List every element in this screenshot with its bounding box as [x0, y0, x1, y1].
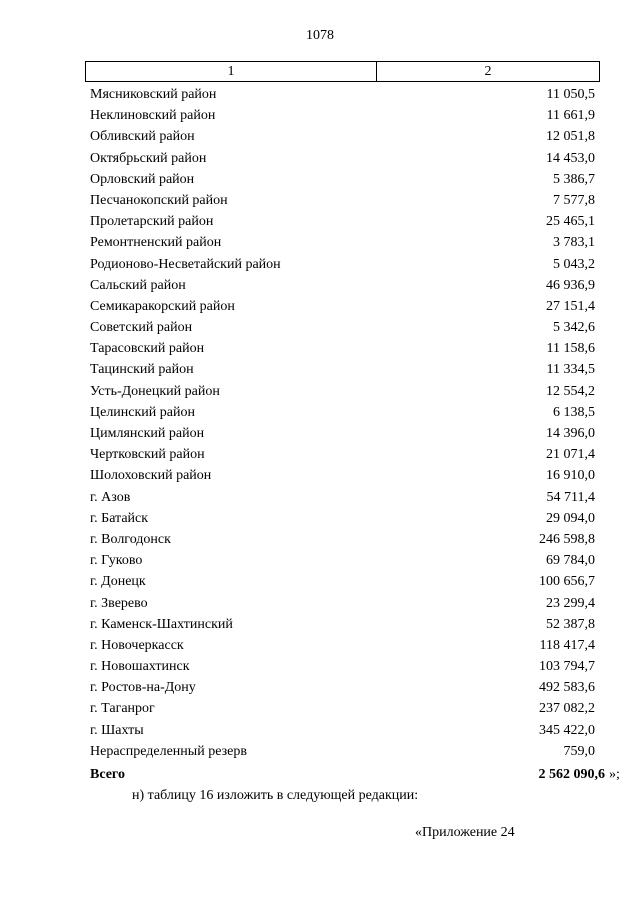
row-name: Октябрьский район — [90, 150, 207, 166]
row-name: г. Гуково — [90, 553, 143, 569]
row-name: Родионово-Несветайский район — [90, 256, 281, 272]
table-row — [90, 126, 598, 147]
table-row — [90, 593, 598, 614]
row-value: 5 386,7 — [553, 171, 595, 187]
row-name: Неклиновский район — [90, 108, 216, 124]
total-row — [90, 764, 640, 785]
appendix-heading: «Приложение 24 — [415, 825, 515, 840]
row-value: 11 050,5 — [546, 87, 595, 102]
row-name: г. Новочеркасск — [90, 637, 184, 653]
row-name: г. Волгодонск — [90, 531, 171, 547]
table-row — [90, 84, 598, 105]
row-value: 14 453,0 — [546, 150, 595, 166]
table-row — [90, 338, 598, 359]
row-name: г. Азов — [90, 489, 131, 505]
row-value: 237 082,2 — [539, 701, 595, 717]
column-header-2: 2 — [484, 64, 492, 79]
total-label: Всего — [90, 767, 125, 782]
row-value: 759,0 — [563, 743, 595, 759]
row-name: г. Каменск-Шахтинский — [90, 616, 233, 632]
amendment-paragraph: н) таблицу 16 изложить в следующей редакции: — [132, 788, 419, 803]
table-row — [90, 211, 598, 232]
row-name: г. Батайск — [90, 510, 149, 526]
row-name: Сальский район — [90, 277, 186, 293]
row-value: 46 936,9 — [546, 277, 595, 293]
row-value: 118 417,4 — [539, 637, 595, 653]
table-row — [90, 487, 598, 508]
table-row — [90, 614, 598, 635]
row-name: Советский район — [90, 320, 193, 336]
table-row — [90, 465, 598, 486]
table-row — [90, 656, 598, 677]
row-name: Семикаракорский район — [90, 298, 235, 314]
row-value: 16 910,0 — [546, 468, 595, 484]
table-row — [90, 444, 598, 465]
table-body — [90, 84, 598, 762]
row-name: Мясниковский район — [90, 87, 217, 102]
row-value: 21 071,4 — [546, 447, 595, 463]
row-name: г. Шахты — [90, 722, 144, 738]
row-name: Тацинский район — [90, 362, 194, 378]
row-value: 246 598,8 — [539, 531, 595, 547]
row-value: 5 043,2 — [553, 256, 595, 272]
row-value: 5 342,6 — [553, 320, 595, 336]
row-name: Шолоховский район — [90, 468, 212, 484]
row-name: Орловский район — [90, 171, 195, 187]
table-column-header — [85, 61, 600, 82]
table-row — [90, 190, 598, 211]
row-value: 69 784,0 — [546, 553, 595, 569]
table-row — [90, 381, 598, 402]
row-value: 52 387,8 — [546, 616, 595, 632]
row-value: 345 422,0 — [539, 722, 595, 738]
table-row — [90, 317, 598, 338]
row-value: 100 656,7 — [539, 574, 595, 590]
page-number: 1078 — [306, 28, 334, 43]
row-name: Чертковский район — [90, 447, 205, 463]
row-value: 27 151,4 — [546, 298, 595, 314]
row-value: 54 711,4 — [546, 489, 595, 505]
row-name: г. Ростов-на-Дону — [90, 680, 196, 696]
row-name: Усть-Донецкий район — [90, 383, 220, 399]
table-row — [90, 571, 598, 592]
table-row — [90, 508, 598, 529]
row-value: 14 396,0 — [546, 426, 595, 441]
row-name: Тарасовский район — [90, 341, 205, 357]
row-value: 25 465,1 — [546, 214, 595, 230]
row-value: 11 334,5 — [546, 362, 595, 378]
table-row — [90, 423, 598, 444]
row-name: Обливский район — [90, 129, 195, 145]
table-row — [90, 148, 598, 169]
table-row — [90, 254, 598, 275]
total-suffix: »; — [609, 767, 620, 782]
row-value: 11 661,9 — [546, 108, 595, 124]
table-row — [90, 275, 598, 296]
row-value: 103 794,7 — [539, 659, 595, 675]
row-value: 492 583,6 — [539, 680, 595, 696]
row-name: Нераспределенный резерв — [90, 743, 247, 759]
row-value: 12 554,2 — [546, 383, 595, 399]
row-value: 23 299,4 — [546, 595, 595, 611]
row-name: Песчанокопский район — [90, 192, 228, 208]
table-row — [90, 402, 598, 423]
row-value: 11 158,6 — [546, 341, 595, 357]
row-value: 29 094,0 — [546, 510, 595, 526]
table-row — [90, 550, 598, 571]
table-row — [90, 105, 598, 126]
table-row — [90, 296, 598, 317]
column-header-1: 1 — [86, 62, 377, 81]
row-value: 6 138,5 — [553, 404, 595, 420]
row-name: Ремонтненский район — [90, 235, 222, 251]
row-name: Пролетарский район — [90, 214, 214, 230]
table-row — [90, 741, 598, 762]
row-value: 12 051,8 — [546, 129, 595, 145]
row-name: г. Зверево — [90, 595, 148, 611]
table-row — [90, 359, 598, 380]
table-row — [90, 529, 598, 550]
table-row — [90, 698, 598, 719]
table-row — [90, 232, 598, 253]
table-row — [90, 635, 598, 656]
total-value: 2 562 090,6 — [538, 767, 605, 782]
table-row — [90, 169, 598, 190]
row-name: г. Донецк — [90, 574, 146, 590]
row-name: Целинский район — [90, 404, 195, 420]
row-name: г. Таганрог — [90, 701, 155, 717]
table-row — [90, 720, 598, 741]
row-value: 7 577,8 — [553, 192, 595, 208]
row-name: г. Новошахтинск — [90, 659, 190, 675]
row-name: Цимлянский район — [90, 426, 205, 441]
table-row — [90, 677, 598, 698]
row-value: 3 783,1 — [553, 235, 595, 251]
